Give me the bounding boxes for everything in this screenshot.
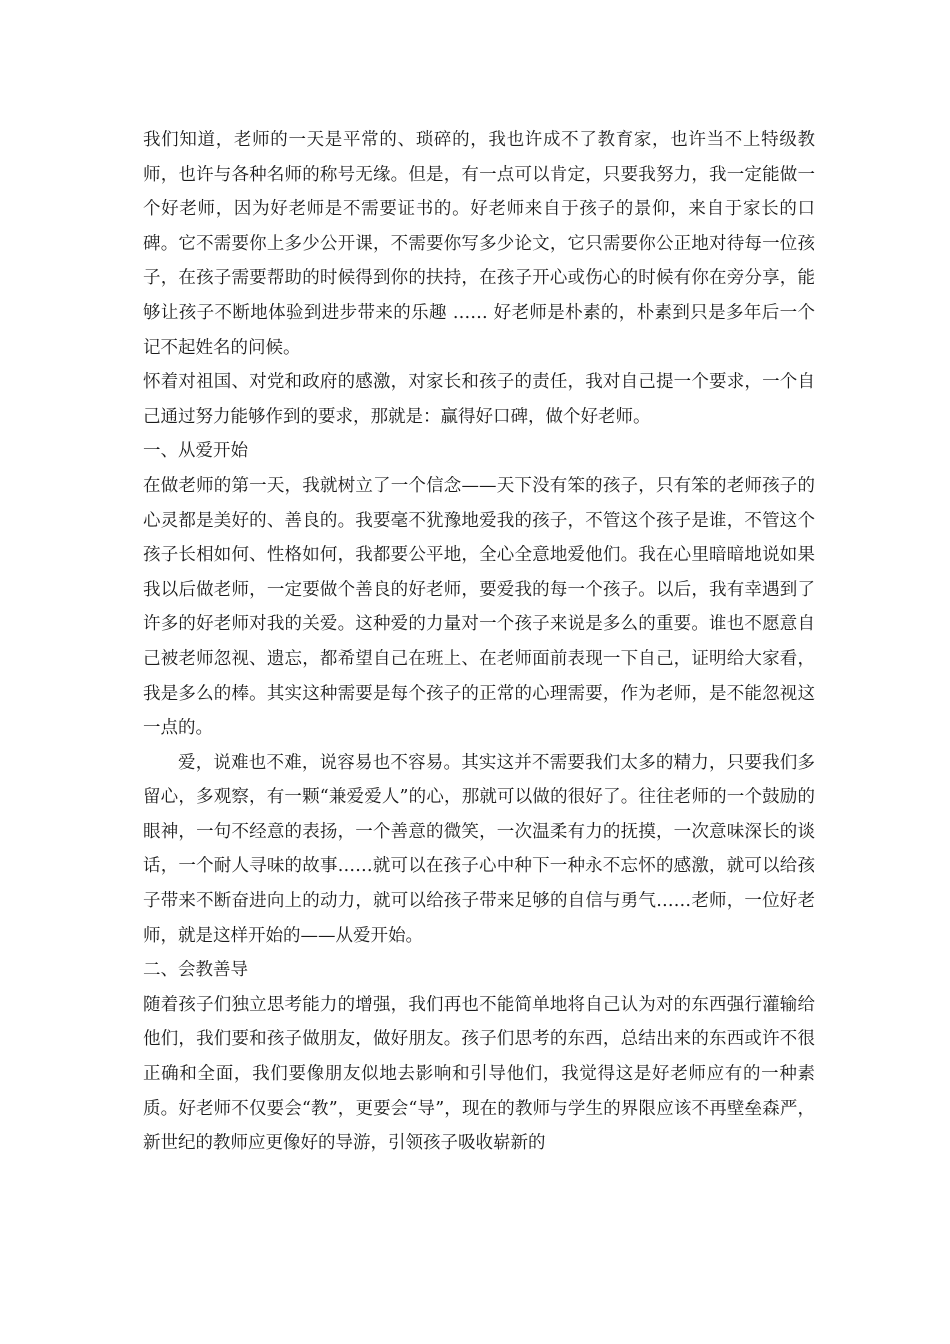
section-heading-love: 一、从爱开始 bbox=[143, 441, 248, 462]
paragraph-love-practice: 爱，说难也不难，说容易也不容易。其实这并不需要我们太多的精力，只要我们多留心，多观察，有一颗“兼爱爱人”的心，那就可以做的很好了。往往老师的一个鼓励的眼神，一句不经意的表扬，一个善意的微笑，一次温柔有力的抚摸，一次意味深长的谈话，一个耐人寻味的故事……就可以在孩子心中种下一种永不忘怀的感激，就可以给孩子带来不断奋进向上的动力，就可以给孩子带来足够的自信与勇气……老师，一位好老师，就是这样开始的——从爱开始。 bbox=[143, 752, 815, 946]
paragraph-love-belief: 在做老师的第一天，我就树立了一个信念——天下没有笨的孩子，只有笨的老师孩子的心灵都是美好的、善良的。我要毫不犹豫地爱我的孩子，不管这个孩子是谁，不管这个孩子长相如何、性格如何，我都要公平地，全心全意地爱他们。我在心里暗暗地说如果我以后做老师，一定要做个善良的好老师，要爱我的每一个孩子。以后，我有幸遇到了许多的好老师对我的关爱。这种爱的力量对一个孩子来说是多么的重要。谁也不愿意自己被老师忽视、遗忘，都希望自己在班上、在老师面前表现一下自己，证明给大家看，我是多么的棒。其实这种需要是每个孩子的正常的心理需要，作为老师，是不能忽视这一点的。 bbox=[143, 475, 815, 739]
paragraph-intro: 我们知道，老师的一天是平常的、琐碎的，我也许成不了教育家，也许当不上特级教师，也许与各种名师的称号无缘。但是，有一点可以肯定，只要我努力，我一定能做一个好老师，因为好老师是不需要证书的。好老师来自于孩子的景仰，来自于家长的口碑。它不需要你上多少公开课，不需要你写多少论文，它只需要你公正地对待每一位孩子，在孩子需要帮助的时候得到你的扶持，在孩子开心或伤心的时候有你在旁分享，能够让孩子不断地体验到进步带来的乐趣 …… 好老师是朴素的，朴素到只是多年后一个记不起姓名的问候。 bbox=[143, 130, 815, 358]
section-heading-guide: 二、会教善导 bbox=[143, 960, 248, 981]
document-body bbox=[143, 123, 815, 1161]
paragraph-commitment: 怀着对祖国、对党和政府的感激，对家长和孩子的责任，我对自己提一个要求，一个自己通过努力能够作到的要求，那就是：赢得好口碑，做个好老师。 bbox=[143, 372, 815, 427]
paragraph-guide: 随着孩子们独立思考能力的增强，我们再也不能简单地将自己认为对的东西强行灌输给他们，我们要和孩子做朋友，做好朋友。孩子们思考的东西，总结出来的东西或许不很正确和全面，我们要像朋友似地去影响和引导他们，我觉得这是好老师应有的一种素质。好老师不仅要会“教”，更要会“导”，现在的教师与学生的界限应该不再壁垒森严，新世纪的教师应更像好的导游，引领孩子吸收崭新的 bbox=[143, 994, 815, 1154]
